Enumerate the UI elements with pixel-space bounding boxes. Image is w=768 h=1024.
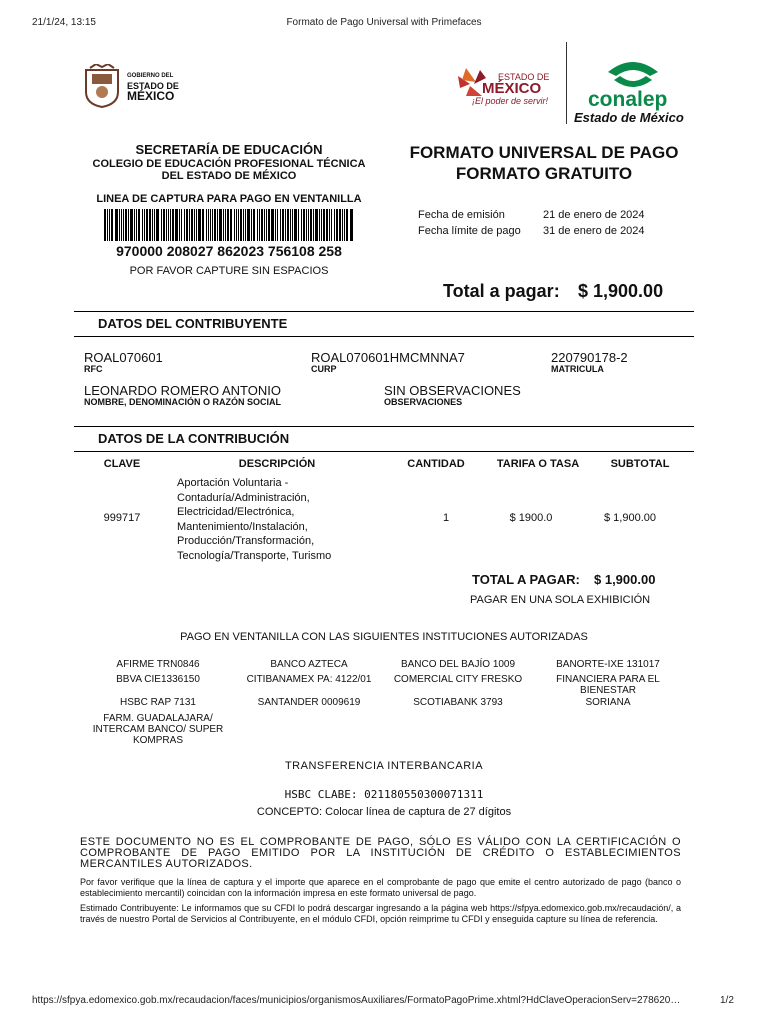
edomex-logo-text: ESTADO DE MÉXICO ¡El poder de servir!	[472, 72, 550, 106]
print-url: https://sfpya.edomexico.gob.mx/recaudacion/faces/municipios/organismosAuxiliares/FormatoPagoPrime.xhtml?HdClaveOperacionServ=278620…	[32, 995, 681, 1006]
institution-item: BANCO DEL BAJÍO 1009	[400, 659, 516, 670]
rfc-label: RFC	[84, 364, 103, 374]
institution-item: COMERCIAL CITY FRESKO	[393, 674, 523, 685]
row-cantidad: 1	[442, 512, 450, 524]
disclaimer-text: ESTE DOCUMENTO NO ES EL COMPROBANTE DE PAGO, SÓLO ES VÁLIDO CON LA CERTIFICACIÓN O COMPROBANTE DE PAGO EMITIDO POR LA INSTITUCIÓN DE CRÉDITO O ESTABLECIMIENTOS MERCANTILES AUTORIZADOS.	[80, 836, 681, 870]
institution-item: SANTANDER 0009619	[257, 697, 361, 708]
cfdi-text: Estimado Contribuyente: Le informamos que su CFDI lo podrá descargar ingresando a la página web https://sfpya.edomexico.gob.mx/recaudación/, a través de nuestro Portal de Servicios al Contribuyente, en el módulo CFDI, opción reimprime tu CFDI y enseguida capture su línea de referencia.	[80, 903, 681, 924]
total-label: Total a pagar:	[443, 281, 560, 301]
institution-block: SECRETARÍA DE EDUCACIÓN COLEGIO DE EDUCACIÓN PROFESIONAL TÉCNICA DEL ESTADO DE MÉXICO	[92, 142, 366, 182]
institution-item: HSBC RAP 7131	[120, 697, 196, 708]
gobierno-logo-text: GOBIERNO DEL ESTADO DE MÉXICO	[127, 73, 179, 103]
barcode	[104, 209, 356, 241]
total-value: $ 1,900.00	[578, 281, 664, 301]
curp-value: ROAL070601HMCMNNA7	[311, 350, 465, 365]
divider	[74, 426, 694, 427]
header-cantidad: CANTIDAD	[407, 458, 465, 470]
rfc-value: ROAL070601	[84, 350, 163, 365]
transferencia-title: TRANSFERENCIA INTERBANCARIA	[284, 760, 484, 772]
limit-date-label: Fecha límite de pago	[418, 225, 521, 237]
format-title: FORMATO UNIVERSAL DE PAGO FORMATO GRATUITO	[409, 143, 679, 183]
header-clave: CLAVE	[103, 458, 141, 470]
logo-divider	[566, 42, 567, 124]
contribucion-total-value: $ 1,900.00	[594, 572, 656, 587]
header-tarifa: TARIFA O TASA	[496, 458, 580, 470]
institution-item: BANORTE-IXE 131017	[556, 659, 660, 670]
transferencia-concepto: CONCEPTO: Colocar línea de captura de 27 dígitos	[256, 806, 512, 818]
row-descripcion: Aportación Voluntaria - Contaduría/Administración, Electricidad/Electrónica, Mantenimiento/Instalación, Producción/Transformación, Tecnología/Transporte, Turismo	[177, 477, 332, 562]
row-clave: 999717	[103, 512, 141, 524]
capture-instruction: POR FAVOR CAPTURE SIN ESPACIOS	[129, 265, 329, 277]
instituciones-title: PAGO EN VENTANILLA CON LAS SIGUIENTES INSTITUCIONES AUTORIZADAS	[180, 631, 588, 643]
name-label: NOMBRE, DENOMINACIÓN O RAZÓN SOCIAL	[84, 397, 281, 407]
emission-date-value: 21 de enero de 2024	[543, 209, 645, 221]
print-datetime: 21/1/24, 13:15	[32, 17, 96, 28]
header-descripcion: DESCRIPCIÓN	[238, 458, 316, 470]
contribucion-total-label: TOTAL A PAGAR:	[472, 572, 580, 587]
conalep-emblem-icon	[604, 58, 662, 92]
capture-number: 970000 208027 862023 756108 258	[116, 243, 342, 259]
gobierno-seal-icon	[82, 64, 122, 108]
row-tarifa: $ 1900.0	[509, 512, 553, 524]
institution-item: FINANCIERA PARA EL BIENESTAR	[556, 674, 660, 696]
header-subtotal: SUBTOTAL	[610, 458, 670, 470]
obs-label: OBSERVACIONES	[384, 397, 463, 407]
limit-date-value: 31 de enero de 2024	[543, 225, 645, 237]
obs-value: SIN OBSERVACIONES	[384, 383, 521, 398]
curp-label: CURP	[311, 364, 337, 374]
institution-item: BANCO AZTECA	[270, 659, 348, 670]
transferencia-clabe: HSBC CLABE: 021180550300071311	[284, 788, 484, 801]
emission-date-label: Fecha de emisión	[418, 209, 505, 221]
matricula-label: MATRICULA	[551, 364, 604, 374]
divider	[74, 336, 694, 337]
name-value: LEONARDO ROMERO ANTONIO	[84, 383, 281, 398]
conalep-name: conalep	[588, 88, 668, 111]
institution-item: SORIANA	[585, 697, 631, 708]
capture-label: LINEA DE CAPTURA PARA PAGO EN VENTANILLA	[96, 193, 362, 205]
institution-item: AFIRME TRN0846	[116, 659, 200, 670]
institution-item: BBVA CIE1336150	[116, 674, 200, 685]
institution-item: FARM. GUADALAJARA/ INTERCAM BANCO/ SUPER KOMPRAS	[92, 713, 224, 746]
exhibicion-text: PAGAR EN UNA SOLA EXHIBICIÓN	[470, 594, 651, 606]
institution-item: CITIBANAMEX PA: 4122/01	[246, 674, 372, 685]
print-title: Formato de Pago Universal with Primefaces	[286, 17, 482, 28]
divider	[74, 311, 694, 312]
divider	[74, 451, 694, 452]
print-page: 1/2	[720, 995, 734, 1006]
contribuyente-title: DATOS DEL CONTRIBUYENTE	[98, 316, 288, 331]
conalep-subtitle: Estado de México	[574, 110, 684, 125]
verify-text: Por favor verifique que la línea de captura y el importe que aparece en el comprobante de pago que emite el centro autorizado de pago (banco o establecimiento mercantil) coincidan con la información impresa en este formato universal de pago.	[80, 877, 681, 898]
row-subtotal: $ 1,900.00	[604, 512, 656, 524]
contribucion-title: DATOS DE LA CONTRIBUCIÓN	[98, 431, 290, 446]
institution-item: SCOTIABANK 3793	[413, 697, 503, 708]
matricula-value: 220790178-2	[551, 350, 628, 365]
